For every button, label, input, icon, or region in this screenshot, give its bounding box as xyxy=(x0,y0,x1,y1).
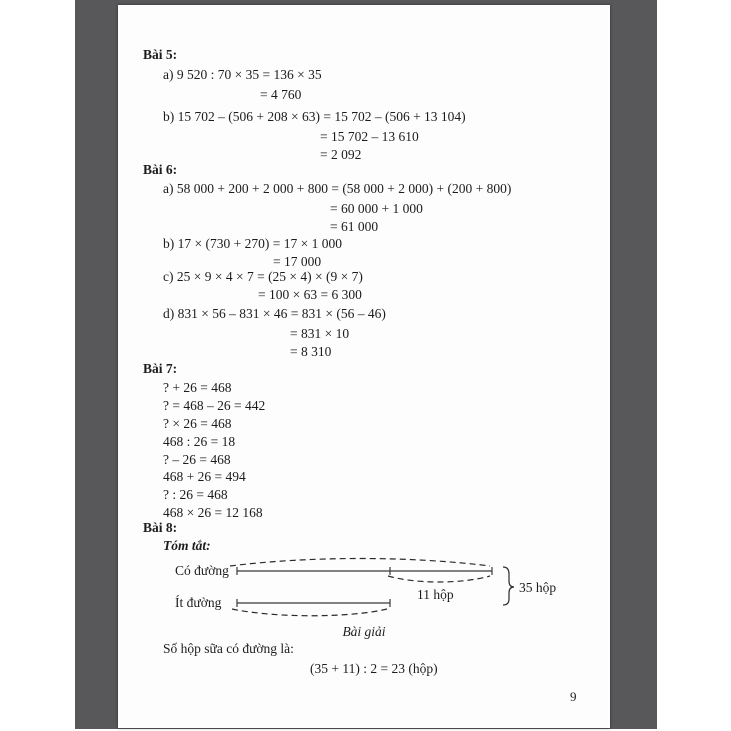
document-page xyxy=(118,5,610,728)
tom-tat-diagram xyxy=(160,547,580,623)
equation-line: a) 58 000 + 200 + 2 000 + 800 = (58 000 + 2 000) + (200 + 800) xyxy=(163,181,512,196)
section-title-bai5: Bài 5: xyxy=(143,47,178,62)
section-title-bai6: Bài 6: xyxy=(143,162,178,177)
summary-label: Tóm tắt: xyxy=(163,538,211,553)
page-number: 9 xyxy=(570,689,577,704)
row2-label: Ít đường xyxy=(175,595,222,610)
equation-line: = 4 760 xyxy=(260,87,302,102)
equation-line: 468 : 26 = 18 xyxy=(163,434,236,449)
gap-label: 11 hộp xyxy=(417,587,454,602)
solution-statement: Số hộp sữa có đường là: xyxy=(163,641,294,656)
equation-line: ? : 26 = 468 xyxy=(163,487,228,502)
section-title-bai7: Bài 7: xyxy=(143,361,178,376)
equation-line: = 15 702 – 13 610 xyxy=(320,129,419,144)
equation-line: = 61 000 xyxy=(330,219,379,234)
solution-heading: Bài giải xyxy=(342,624,386,639)
equation-line: = 2 092 xyxy=(320,147,362,162)
equation-line: d) 831 × 56 – 831 × 46 = 831 × (56 – 46) xyxy=(163,306,386,321)
equation-line: a) 9 520 : 70 × 35 = 136 × 35 xyxy=(163,67,322,82)
equation-line: = 17 000 xyxy=(273,254,322,269)
section-title-bai8: Bài 8: xyxy=(143,520,178,535)
total-brace xyxy=(503,567,514,605)
gap-underbrace-dashed xyxy=(388,576,490,582)
underbrace-dashed xyxy=(232,609,387,616)
solution-equation: (35 + 11) : 2 = 23 (hộp) xyxy=(310,661,438,676)
equation-line: 468 × 26 = 12 168 xyxy=(163,505,263,520)
equation-line: 468 + 26 = 494 xyxy=(163,469,246,484)
equation-line: b) 15 702 – (506 + 208 × 63) = 15 702 – (506 + 13 104) xyxy=(163,109,466,124)
equation-line: = 100 × 63 = 6 300 xyxy=(258,287,362,302)
total-label: 35 hộp xyxy=(519,580,557,595)
equation-line: = 831 × 10 xyxy=(290,326,350,341)
equation-line: c) 25 × 9 × 4 × 7 = (25 × 4) × (9 × 7) xyxy=(163,269,363,284)
equation-line: ? – 26 = 468 xyxy=(163,452,231,467)
equation-line: ? = 468 – 26 = 442 xyxy=(163,398,266,413)
row1-label: Có đường xyxy=(175,563,229,578)
equation-line: ? × 26 = 468 xyxy=(163,416,232,431)
equation-line: b) 17 × (730 + 270) = 17 × 1 000 xyxy=(163,236,342,251)
equation-line: = 8 310 xyxy=(290,344,332,359)
equation-line: = 60 000 + 1 000 xyxy=(330,201,423,216)
equation-line: ? + 26 = 468 xyxy=(163,380,232,395)
overbrace-dashed xyxy=(230,559,490,567)
